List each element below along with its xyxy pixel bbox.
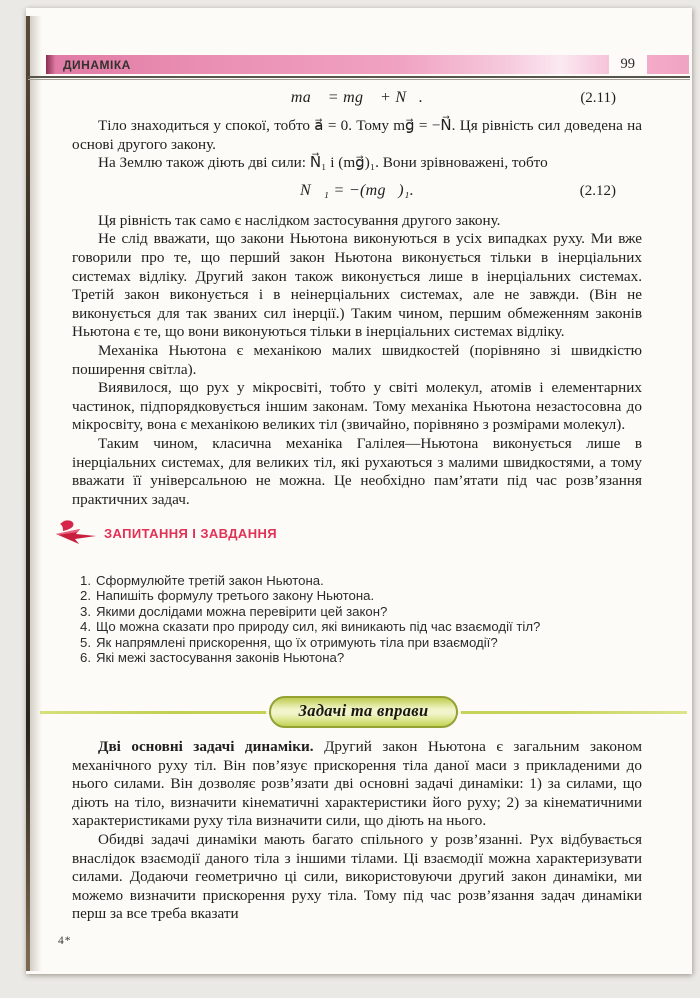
question-number: 1. (80, 573, 91, 588)
equation-row-2-12 (72, 182, 642, 203)
exercises-paragraph: Обидві задачі динаміки мають багато спільного у розв’язанні. Рух відбувається внаслідок взаємодії даного тіла з іншими тілами. Ці взаємодії можна характеризувати силами. Додаючи геометрично ці сили, використовуючи другий закон динаміки, ми можемо визначити прискорення руху тіла. Тому під час розв’язання задач динаміки перш за все треба вказати (72, 830, 642, 923)
question-number: 3. (80, 603, 91, 619)
question-number: 4. (80, 619, 91, 635)
exercises-banner (40, 696, 687, 730)
paragraph: Не слід вважати, що закони Ньютона виконуються в усіх випадках руху. Ми вже говорили про те, що перший закон Ньютона виконується тільки в інерціальних системах відліку. Другий закон також виконується лише в інерціальних системах. Третій закон виконується і в неінерціальних системах, але не завжди. (Він не виконується для так званих сил інерції.) Таким чином, першим обмеженням законів Ньютона є те, що вони виконуються тільки в інерціальних системах відліку. (72, 230, 642, 341)
signature-mark: 4* (58, 935, 72, 947)
question-item (80, 650, 634, 665)
question-flag-icon (54, 520, 98, 546)
paragraph: Таким чином, класична механіка Галілея—Ньютона виконується лише в інерціальних системах, для великих тіл, які рухаються з малими швидкостями, а тому вважати її універсальною не можна. Це необхідно пам’ятати під час розв’язання практичних задач. (72, 434, 642, 508)
header-rule (28, 76, 690, 78)
equation-formula: ma⃗ = mg⃗ + N⃗. (290, 89, 424, 106)
chapter-header-bar (46, 55, 689, 74)
question-text: Як напрямлені прискорення, що їх отримують тіла при взаємодії? (96, 634, 498, 650)
exercises-paragraph-text: Другий закон Ньютона є загальним законом механічного руху тіл. Він пов’язує прискорення тіла даної маси з прикладеними до нього силами. Він дозволяє розв’язати дві основні задачі динаміки: 1) за силами, що діють на тіло, визначити кінематичні характеристики його руху; 2) за кінематичними характеристиками руху тіла визначити сили, що діють на нього. (72, 738, 643, 830)
question-item (80, 573, 634, 588)
exercises-paragraph (72, 738, 642, 831)
paragraph: Механіка Ньютона є механікою малих швидкостей (порівняно зі швидкістю поширення світла). (72, 341, 642, 378)
main-text-column (72, 85, 642, 509)
paragraph: Тіло знаходиться у спокої, тобто a⃗ = 0. Тому mg⃗ = −N⃗. Ця рівність сил доведена на основі другого закону. (72, 117, 642, 153)
questions-list (80, 573, 634, 665)
question-number: 6. (80, 650, 91, 666)
exercises-lead-in: Дві основні задачі динаміки. (98, 738, 314, 755)
equation-formula: N⃗₁ = −(mg⃗)₁. (299, 181, 415, 199)
question-text: Напишіть формулу третього закону Ньютона. (96, 588, 375, 604)
page-number: 99 (609, 55, 648, 74)
question-item (80, 588, 634, 603)
question-number: 5. (80, 634, 91, 650)
chapter-title: ДИНАМІКА (63, 57, 131, 72)
paragraph: Ця рівність так само є наслідком застосування другого закону. (98, 211, 501, 229)
textbook-page (26, 8, 692, 974)
question-text: Якими дослідами можна перевірити цей закон? (96, 603, 388, 619)
question-item (80, 635, 634, 650)
question-text: Сформулюйте третій закон Ньютона. (96, 573, 324, 588)
question-item (80, 604, 634, 619)
question-item (80, 619, 634, 634)
equation-row-2-11 (72, 89, 642, 110)
exercises-section (72, 738, 642, 924)
paragraph: Виявилося, що рух у мікросвіті, тобто у світі молекул, атомів і елементарних частинок, підпорядковується іншим законам. Тому механіка Ньютона незастосовна до мікросвіту, вона є механікою великих тіл (звичайно, порівняно з розмірами молекул). (72, 379, 642, 434)
question-text: Що можна сказати про природу сил, які виникають під час взаємодії тіл? (96, 619, 541, 635)
paragraph: На Землю також діють дві сили: N⃗₁ і (mg⃗)₁. Вони зрівноважені, тобто (98, 154, 548, 172)
header-rule-shadow (28, 79, 690, 80)
question-text: Які межі застосування законів Ньютона? (96, 650, 345, 666)
exercises-banner-pill: Задачі та вправи (269, 696, 459, 728)
questions-section-title: ЗАПИТАННЯ І ЗАВДАННЯ (104, 525, 278, 541)
equation-number: (2.12) (579, 182, 616, 199)
questions-section (54, 520, 634, 665)
questions-header (54, 520, 634, 546)
book-spine-edge (26, 16, 30, 971)
equation-number: (2.11) (580, 90, 616, 106)
question-number: 2. (80, 588, 91, 604)
